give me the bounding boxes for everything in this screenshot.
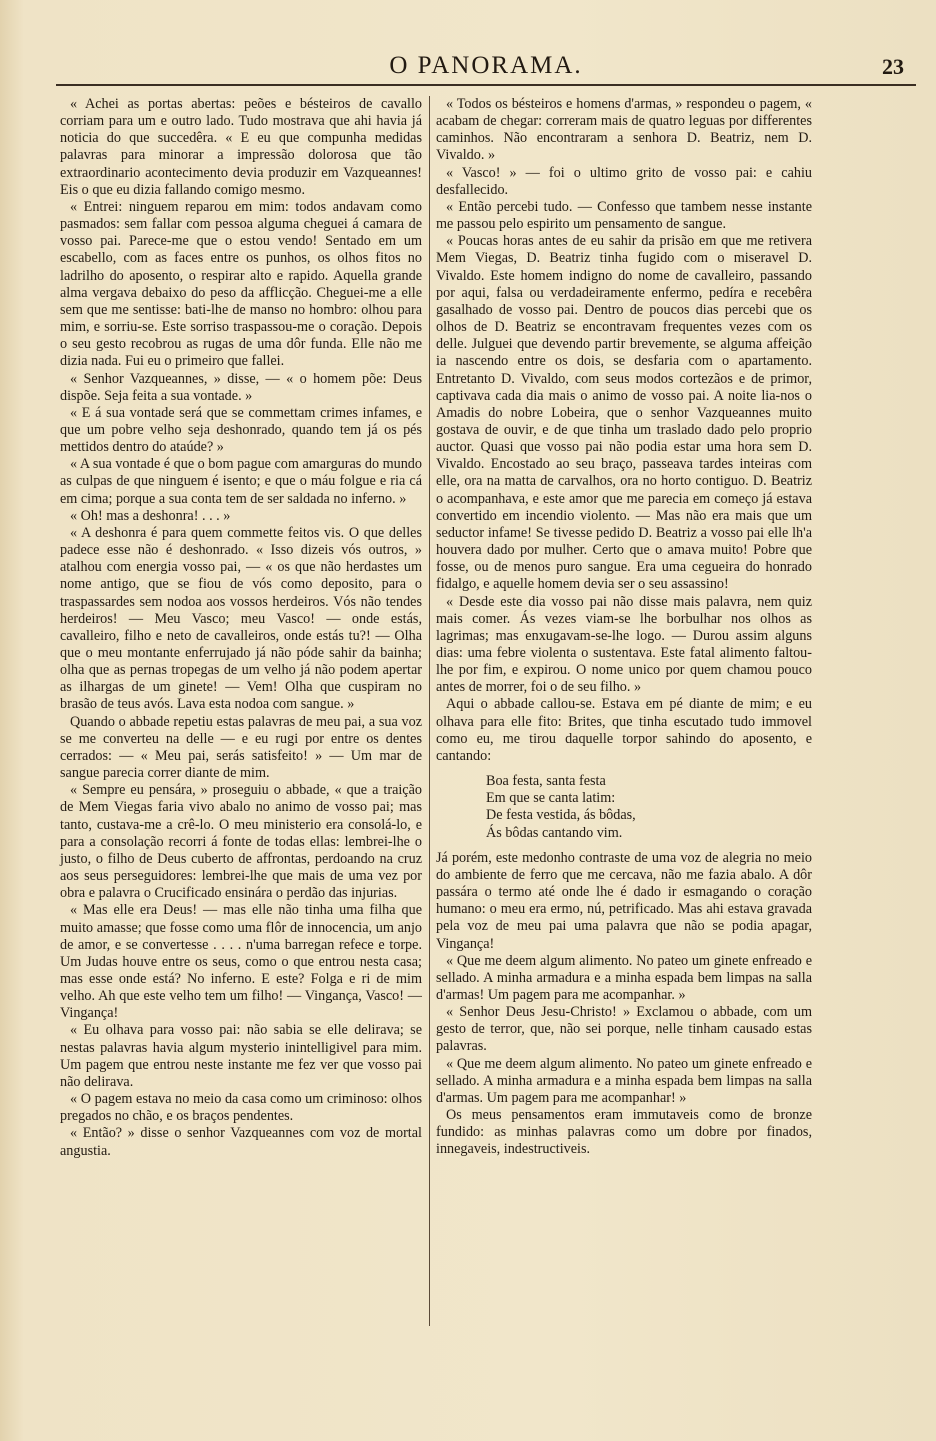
paragraph: « Que me deem algum alimento. No pateo um ginete enfreado e sellado. A minha armadura e a minha espada bem limpas na salla d'armas! Um pagem para me acompanhar. » (436, 952, 812, 1003)
left-column (60, 96, 422, 1160)
header-rule (56, 84, 916, 86)
paragraph: « Achei as portas abertas: peões e bésteiros de cavallo corriam para um e outro lado. Tudo mostrava que ahi havia já noticia do que succedêra. « E eu que compunha medidas palavras para minorar a impressão dolorosa que tão extraordinario acontecimento devia produzir em Vazqueannes! Eis o que eu dizia fallando comigo mesmo. (60, 96, 422, 198)
paragraph: « Sempre eu pensára, » proseguiu o abbade, « que a traição de Mem Viegas faria vivo abalo no animo de vosso pai; mas tanto, custava-me a crê-lo. O meu ministerio era consolá-lo, e para a consolação recorri á fonte de todas ellas: lembrei-lhe o justo, o filho de Deus cuberto de affrontas, perdoando na cruz aos seus perseguidores: lembrei-lhe que mais de uma vez por obra e palavra o Crucificado ensinára o perdão das injurias. (60, 782, 422, 902)
paragraph: « Eu olhava para vosso pai: não sabia se elle delirava; se nestas palavras havia algum mysterio inintelligivel para mim. Um pagem que entrou neste instante me fez ver que vosso pai não delirava. (60, 1022, 422, 1090)
paragraph: « O pagem estava no meio da casa como um criminoso: olhos pregados no chão, e os braços pendentes. (60, 1091, 422, 1125)
paragraph: Já porém, este medonho contraste de uma voz de alegria no meio do ambiente de ferro que me cercava, não me fazia abalo. A dôr passára o termo até onde lhe é dado ir esmagando o coração humano: o meu era ermo, nú, petrificado. Mas ahi estava gravada pela voz de meu pai uma palavra que não se podia apagar, Vingança! (436, 849, 812, 952)
page-header (56, 46, 916, 86)
paragraph: « E á sua vontade será que se commettam crimes infames, e que um pobre velho seja deshonrado, quando tem já os pés mettidos dentro do ataúde? » (60, 404, 422, 456)
page-title: O PANORAMA. (389, 52, 583, 79)
paragraph: « Senhor Deus Jesu-Christo! » Exclamou o abbade, com um gesto de terror, que, não sei porque, nelle tinham causado estas palavras. (436, 1004, 812, 1055)
paragraph: « A deshonra é para quem commette feitos vis. O que delles padece esse não é deshonrado. « Isso dizeis vós outros, » atalhou com energia vosso pai, — « os que não herdastes um nome antigo, que se fiou de vós como deposito, para o traspassardes sem nodoa aos vossos herdeiros. Vós não tendes herdeiros! — Meu Vasco; meu Vasco! — onde estás, cavalleiro, filho e neto de cavalleiros, onde estás tu?! — Olha que o meu montante enferrujado já não póde sahir da bainha; olha que as pernas tropegas de um velho já não podem apertar as ilhargas de um ginete! — Vem! Olha que cuspiram no brasão de teus avós. Lava esta nodoa com sangue. » (60, 524, 422, 713)
paragraph: « Senhor Vazqueannes, » disse, — « o homem põe: Deus dispõe. Seja feita a sua vontade. » (60, 370, 422, 404)
paragraph: « Poucas horas antes de eu sahir da prisão em que me retivera Mem Viegas, D. Beatriz tinha fugido com o miseravel D. Vivaldo. Este homem indigno do nome de cavalleiro, passando por aqui, falsa ou verdadeiramente enfermo, pedíra e recebêra gasalhado de vosso pai. Dentro de poucos dias percebi que os olhos de D. Beatriz se encontravam frequentes vezes com os delle. Julguei que devendo partir brevemente, se alguma affeição ia nascendo entre os dois, se desfaria com o apartamento. Entretanto D. Vivaldo, com seus modos cortezãos e de primor, captivava cada dia mais o animo de vosso pai. A noite lia-nos o Amadis do nobre Lobeira, que o senhor Vazqueannes muito gostava de ouvir, e de que tinha um traslado dado pelo proprio auctor. Quasi que vosso pai não podia estar uma hora sem D. Vivaldo. Encostado ao seu braço, passeava tardes inteiras com elle, ora na matta de carvalhos, ora no horto contiguo. D. Beatriz o acompanhava, e este amor que me parecia em começo já estava convertido em incendio violento. — Mas não era mais que um seductor infame! Se tivesse pedido D. Beatriz a vosso pai elle lh'a houvera dado por mulher. Certo que o amava muito! Pobre que fosse, ou de menos puro sangue. Era uma cegueira do honrado fidalgo, e aquelle homem devia ser o seu assassino! (436, 233, 812, 593)
verse-line: Boa festa, santa festa (486, 773, 606, 790)
paragraph: « Que me deem algum alimento. No pateo um ginete enfreado e sellado. A minha armadura e a minha espada bem limpas na salla d'armas. Um pagem para me acompanhar! » (436, 1055, 812, 1106)
paragraph: « Oh! mas a deshonra! . . . » (70, 507, 231, 524)
paragraph: « Todos os bésteiros e homens d'armas, » respondeu o pagem, « acabam de chegar: correram mais de quatro leguas por differentes caminhos. Não encontraram a senhora D. Beatriz, nem D. Vivaldo. » (436, 96, 812, 164)
paragraph: « Mas elle era Deus! — mas elle não tinha uma filha que muito amasse; que fosse como uma flôr de innocencia, um anjo de amor, e se convertesse . . . . n'uma barregan refece e torpe. Um Judas houve entre os seus, como o que entrou nesta casa; mas esse onde está? No inferno. E este? Folga e ri de mim velho. Ah que este velho tem um filho! — Vingança, Vasco! — Vingança! (60, 902, 422, 1022)
page-number: 23 (882, 54, 904, 79)
paragraph: « A sua vontade é que o bom pague com amarguras do mundo as culpas de que ninguem é isento; e que o máu folgue e ria cá em cima; porque a sua conta tem de ser saldada no inferno. » (60, 456, 422, 507)
verse-line: De festa vestida, ás bôdas, (486, 807, 636, 824)
paragraph: « Então percebi tudo. — Confesso que tambem nesse instante me passou pelo espirito um pensamento de sangue. (436, 198, 812, 233)
paragraph: Quando o abbade repetiu estas palavras de meu pai, a sua voz se me converteu na delle — e eu rugi por entre os dentes cerrados: — « Meu pai, serás satisfeito! » — Um mar de sangue parecia correr diante de mim. (60, 713, 422, 782)
verse-line: Em que se canta latim: (486, 790, 616, 807)
paragraph: « Vasco! » — foi o ultimo grito de vosso pai: e cahiu desfallecido. (436, 164, 812, 198)
paragraph: Aqui o abbade callou-se. Estava em pé diante de mim; e eu olhava para elle fito: Brites, que tinha escutado tudo immovel como eu, me tirou daquelle torpor sahindo do aposento, e cantando: (436, 696, 812, 764)
column-divider (429, 96, 430, 1326)
paragraph: « Desde este dia vosso pai não disse mais palavra, nem quiz mais comer. Ás vezes viam-se lhe borbulhar nos olhos as lagrimas; mas enxugavam-se-lhe logo. — Durou assim alguns dias: uma febre violenta o sustentava. Este fatal alimento faltou-lhe por fim, e expirou. O nome unico por quem chamou pouco antes de morrer, foi o de seu filho. » (436, 593, 812, 696)
right-column (436, 96, 812, 1159)
paragraph: « Entrei: ninguem reparou em mim: todos andavam como pasmados: sem fallar com pessoa alguma cheguei á camara de vosso pai. Parece-me que o estou vendo! Sentado em um escabello, com as faces entre os punhos, os olhos fitos no ladrilho do aposento, o respirar alto e rapido. Aquella grande alma vergava debaixo do peso da afflicção. Cheguei-me a elle sem que me sentisse: bati-lhe de manso no hombro: olhou para mim, e sorriu-se. Este sorriso traspassou-me o coração. Depois o seu gesto recobrou as rugas de uma dôr funda. Elle não me dizia nada. Fui eu o primeiro que fallei. (60, 198, 422, 370)
song-verse (486, 773, 812, 842)
paragraph: « Então? » disse o senhor Vazqueannes com voz de mortal angustia. (60, 1125, 422, 1159)
verse-line: Ás bôdas cantando vim. (486, 824, 623, 841)
paragraph: Os meus pensamentos eram immutaveis como de bronze fundido: as minhas palavras como um dobre por finados, innegaveis, indestructiveis. (436, 1107, 812, 1158)
